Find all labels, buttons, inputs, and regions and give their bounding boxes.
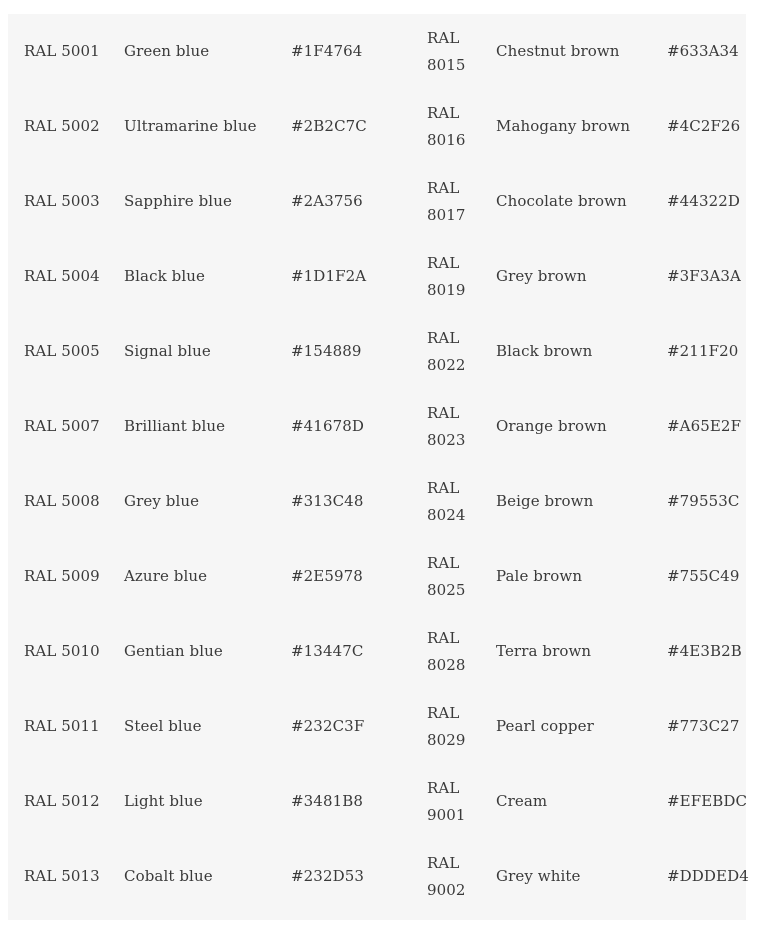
ral-code-number: 9001 xyxy=(427,805,466,824)
color-name-left: Gentian blue xyxy=(124,642,223,660)
hex-code-right: #79553C xyxy=(667,492,740,510)
hex-code-right: #755C49 xyxy=(667,567,740,585)
ral-code-stack xyxy=(427,250,467,304)
ral-code-left: RAL 5003 xyxy=(24,192,100,210)
hex-code-right: #4C2F26 xyxy=(667,117,741,135)
hex-code-right: #4E3B2B xyxy=(667,642,742,660)
ral-code-right xyxy=(427,539,496,614)
ral-code-stack xyxy=(427,850,467,904)
color-name-right: Terra brown xyxy=(496,642,592,660)
table-row xyxy=(8,464,746,539)
color-name-right: Pale brown xyxy=(496,567,583,585)
table-row xyxy=(8,164,746,239)
ral-code-left: RAL 5004 xyxy=(24,267,100,285)
ral-code-prefix: RAL xyxy=(427,703,460,722)
ral-code-right xyxy=(427,314,496,389)
table-row xyxy=(8,689,746,764)
color-name-right: Cream xyxy=(496,792,548,810)
hex-code-left: #2A3756 xyxy=(291,192,363,210)
hex-code-left: #232C3F xyxy=(291,717,365,735)
ral-code-number: 8022 xyxy=(427,355,466,374)
ral-code-left: RAL 5007 xyxy=(24,417,100,435)
hex-code-left: #313C48 xyxy=(291,492,364,510)
color-name-left: Steel blue xyxy=(124,717,202,735)
ral-code-left: RAL 5013 xyxy=(24,867,100,885)
ral-code-number: 8019 xyxy=(427,280,466,299)
ral-code-right xyxy=(427,689,496,764)
ral-code-prefix: RAL xyxy=(427,253,460,272)
ral-code-number: 8028 xyxy=(427,655,466,674)
hex-code-left: #1D1F2A xyxy=(291,267,367,285)
color-name-right: Orange brown xyxy=(496,417,607,435)
ral-code-number: 9002 xyxy=(427,880,466,899)
ral-code-right xyxy=(427,14,496,89)
ral-code-right xyxy=(427,389,496,464)
ral-code-left: RAL 5002 xyxy=(24,117,100,135)
hex-code-right: #EFEBDC xyxy=(667,792,748,810)
hex-code-right: #A65E2F xyxy=(667,417,742,435)
hex-code-right: #773C27 xyxy=(667,717,740,735)
ral-code-right xyxy=(427,89,496,164)
hex-code-right: #3F3A3A xyxy=(667,267,741,285)
color-name-left: Azure blue xyxy=(124,567,208,585)
table-row xyxy=(8,314,746,389)
hex-code-left: #13447C xyxy=(291,642,364,660)
ral-code-number: 8017 xyxy=(427,205,466,224)
color-name-right: Mahogany brown xyxy=(496,117,631,135)
color-name-left: Green blue xyxy=(124,42,210,60)
table-row xyxy=(8,764,746,839)
ral-code-right xyxy=(427,464,496,539)
hex-code-left: #154889 xyxy=(291,342,362,360)
table-row xyxy=(8,539,746,614)
ral-code-right xyxy=(427,839,496,914)
color-table xyxy=(8,14,749,914)
ral-code-stack xyxy=(427,325,467,379)
table-row xyxy=(8,614,746,689)
ral-code-number: 8023 xyxy=(427,430,466,449)
ral-code-stack xyxy=(427,775,467,829)
ral-code-prefix: RAL xyxy=(427,403,460,422)
color-name-left: Light blue xyxy=(124,792,203,810)
color-name-right: Grey brown xyxy=(496,267,587,285)
ral-code-number: 8025 xyxy=(427,580,466,599)
hex-code-left: #41678D xyxy=(291,417,365,435)
table-row xyxy=(8,89,746,164)
ral-code-right xyxy=(427,164,496,239)
ral-code-prefix: RAL xyxy=(427,553,460,572)
ral-code-prefix: RAL xyxy=(427,853,460,872)
hex-code-left: #1F4764 xyxy=(291,42,363,60)
ral-code-left: RAL 5009 xyxy=(24,567,100,585)
ral-code-number: 8016 xyxy=(427,130,466,149)
hex-code-right: #633A34 xyxy=(667,42,739,60)
color-name-left: Cobalt blue xyxy=(124,867,213,885)
hex-code-right: #44322D xyxy=(667,192,741,210)
ral-code-stack xyxy=(427,700,467,754)
table-row xyxy=(8,839,746,914)
ral-code-stack xyxy=(427,25,467,79)
ral-code-prefix: RAL xyxy=(427,178,460,197)
ral-code-left: RAL 5010 xyxy=(24,642,100,660)
hex-code-left: #3481B8 xyxy=(291,792,364,810)
table-row xyxy=(8,14,746,89)
color-name-left: Black blue xyxy=(124,267,205,285)
color-name-right: Chestnut brown xyxy=(496,42,620,60)
color-name-right: Beige brown xyxy=(496,492,594,510)
ral-code-stack xyxy=(427,475,467,529)
ral-code-prefix: RAL xyxy=(427,328,460,347)
ral-code-prefix: RAL xyxy=(427,103,460,122)
color-name-right: Chocolate brown xyxy=(496,192,627,210)
hex-code-right: #DDDED4 xyxy=(667,867,749,885)
color-name-left: Sapphire blue xyxy=(124,192,232,210)
ral-code-right xyxy=(427,239,496,314)
ral-code-number: 8024 xyxy=(427,505,466,524)
color-name-left: Signal blue xyxy=(124,342,211,360)
ral-code-prefix: RAL xyxy=(427,478,460,497)
ral-code-prefix: RAL xyxy=(427,628,460,647)
hex-code-left: #232D53 xyxy=(291,867,365,885)
hex-code-right: #211F20 xyxy=(667,342,739,360)
color-name-left: Grey blue xyxy=(124,492,200,510)
table-body xyxy=(8,14,749,914)
table-row xyxy=(8,389,746,464)
ral-code-right xyxy=(427,764,496,839)
ral-code-number: 8015 xyxy=(427,55,466,74)
ral-code-right xyxy=(427,614,496,689)
ral-code-stack xyxy=(427,175,467,229)
ral-code-left: RAL 5001 xyxy=(24,42,100,60)
table-row xyxy=(8,239,746,314)
ral-code-prefix: RAL xyxy=(427,28,460,47)
color-name-right: Pearl copper xyxy=(496,717,594,735)
color-name-left: Ultramarine blue xyxy=(124,117,257,135)
hex-code-left: #2B2C7C xyxy=(291,117,367,135)
ral-code-left: RAL 5008 xyxy=(24,492,100,510)
ral-code-stack xyxy=(427,400,467,454)
ral-code-left: RAL 5011 xyxy=(24,717,100,735)
hex-code-left: #2E5978 xyxy=(291,567,363,585)
ral-code-left: RAL 5012 xyxy=(24,792,100,810)
ral-code-stack xyxy=(427,100,467,154)
ral-code-number: 8029 xyxy=(427,730,466,749)
ral-code-stack xyxy=(427,625,467,679)
color-name-left: Brilliant blue xyxy=(124,417,226,435)
ral-code-prefix: RAL xyxy=(427,778,460,797)
color-name-right: Grey white xyxy=(496,867,581,885)
ral-code-left: RAL 5005 xyxy=(24,342,100,360)
color-name-right: Black brown xyxy=(496,342,593,360)
ral-color-table xyxy=(8,14,749,920)
ral-code-stack xyxy=(427,550,467,604)
